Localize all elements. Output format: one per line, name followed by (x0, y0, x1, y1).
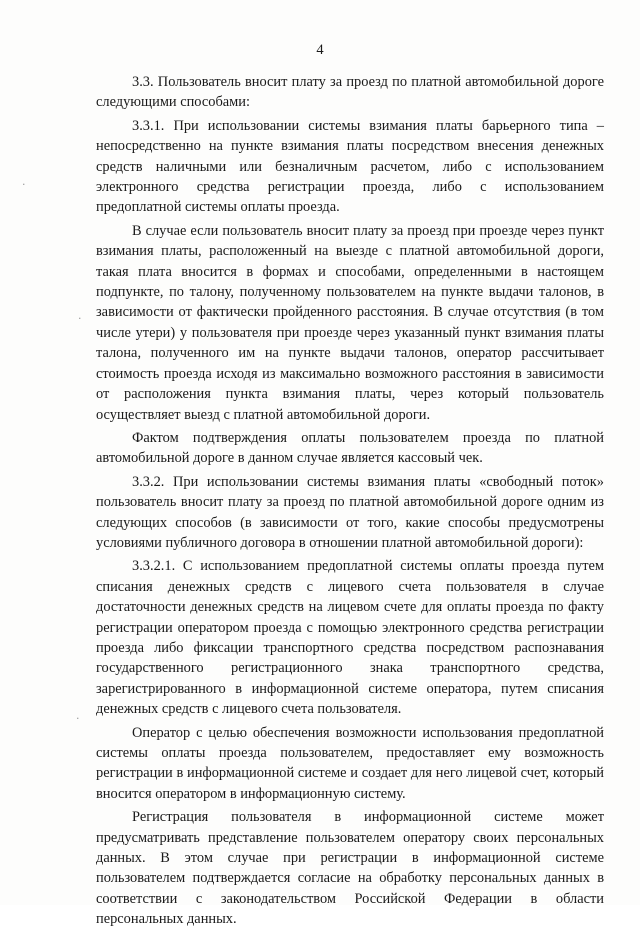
document-body (96, 72, 604, 933)
paragraph-exit-payment: В случае если пользователь вносит плату за проезд при проезде через пункт взимания платы, расположенный на выезде с платной автомобильной дороги, такая плата вносится в формах и способами, определенными в настоящем подпункте, по талону, полученному пользователем на пункте выдачи талонов, в зависимости от фактически пройденного расстояния. В случае отсутствия (в том числе утери) у пользователя при проезде через указанный пункт взимания платы талона, полученного им на пункте выдачи талонов, оператор рассчитывает стоимость проезда исходя из максимально возможного расстояния в зависимости от расположения пункта взимания платы, через который пользователь осуществляет выезд с платной автомобильной дороги. (96, 222, 604, 423)
paragraph-3-3-2-1: 3.3.2.1. С использованием предоплатной системы оплаты проезда путем списания денежных средств с лицевого счета пользователя в случае достаточности денежных средств на лицевом счете для оплаты проезда по факту регистрации оператором проезда с помощью электронного средства регистрации проезда либо фиксации транспортного средства посредством распознавания государственного регистрационного знака транспортного средства, зарегистрированного в информационной системе оператора, путем списания денежных средств с лицевого счета пользователя. (96, 558, 604, 718)
paragraph-3-3: 3.3. Пользователь вносит плату за проезд по платной автомобильной дороге следующими способами: (96, 74, 604, 111)
margin-mark: · (76, 712, 80, 725)
page-number: 4 (316, 42, 324, 58)
paragraph-3-3-1: 3.3.1. При использовании системы взимания платы барьерного типа – непосредственно на пункте взимания платы посредством внесения денежных средств наличными или безналичным расчетом, либо с использованием электронного средства регистрации проезда, либо с использованием предоплатной системы оплаты проезда. (96, 117, 604, 216)
paragraph-registration-data: Регистрация пользователя в информационной системе может предусматривать представление пользователем оператору своих персональных данных. В этом случае при регистрации в информационной системе пользователем подтверждается согласие на обработку персональных данных в соответствии с законодательством Российской Федерации в области персональных данных. (96, 809, 604, 928)
paragraph-operator-account: Оператор с целью обеспечения возможности использования предоплатной системы оплаты проезда пользователем, предоставляет ему возможность регистрации в информационной системе и создает для него лицевой счет, который вносится оператором в информационную систему. (96, 724, 604, 802)
paragraph-receipt: Фактом подтверждения оплаты пользователем проезда по платной автомобильной дороге в данном случае является кассовый чек. (96, 429, 604, 467)
paragraph-3-3-2: 3.3.2. При использовании системы взимания платы «свободный поток» пользователь вносит плату за проезд по платной автомобильной дороге одним из следующих способов (в зависимости от того, какие способы предусмотрены условиями публичного договора в отношении платной автомобильной дороги): (96, 473, 604, 551)
margin-mark: · (22, 178, 26, 191)
margin-mark: · (78, 312, 82, 325)
